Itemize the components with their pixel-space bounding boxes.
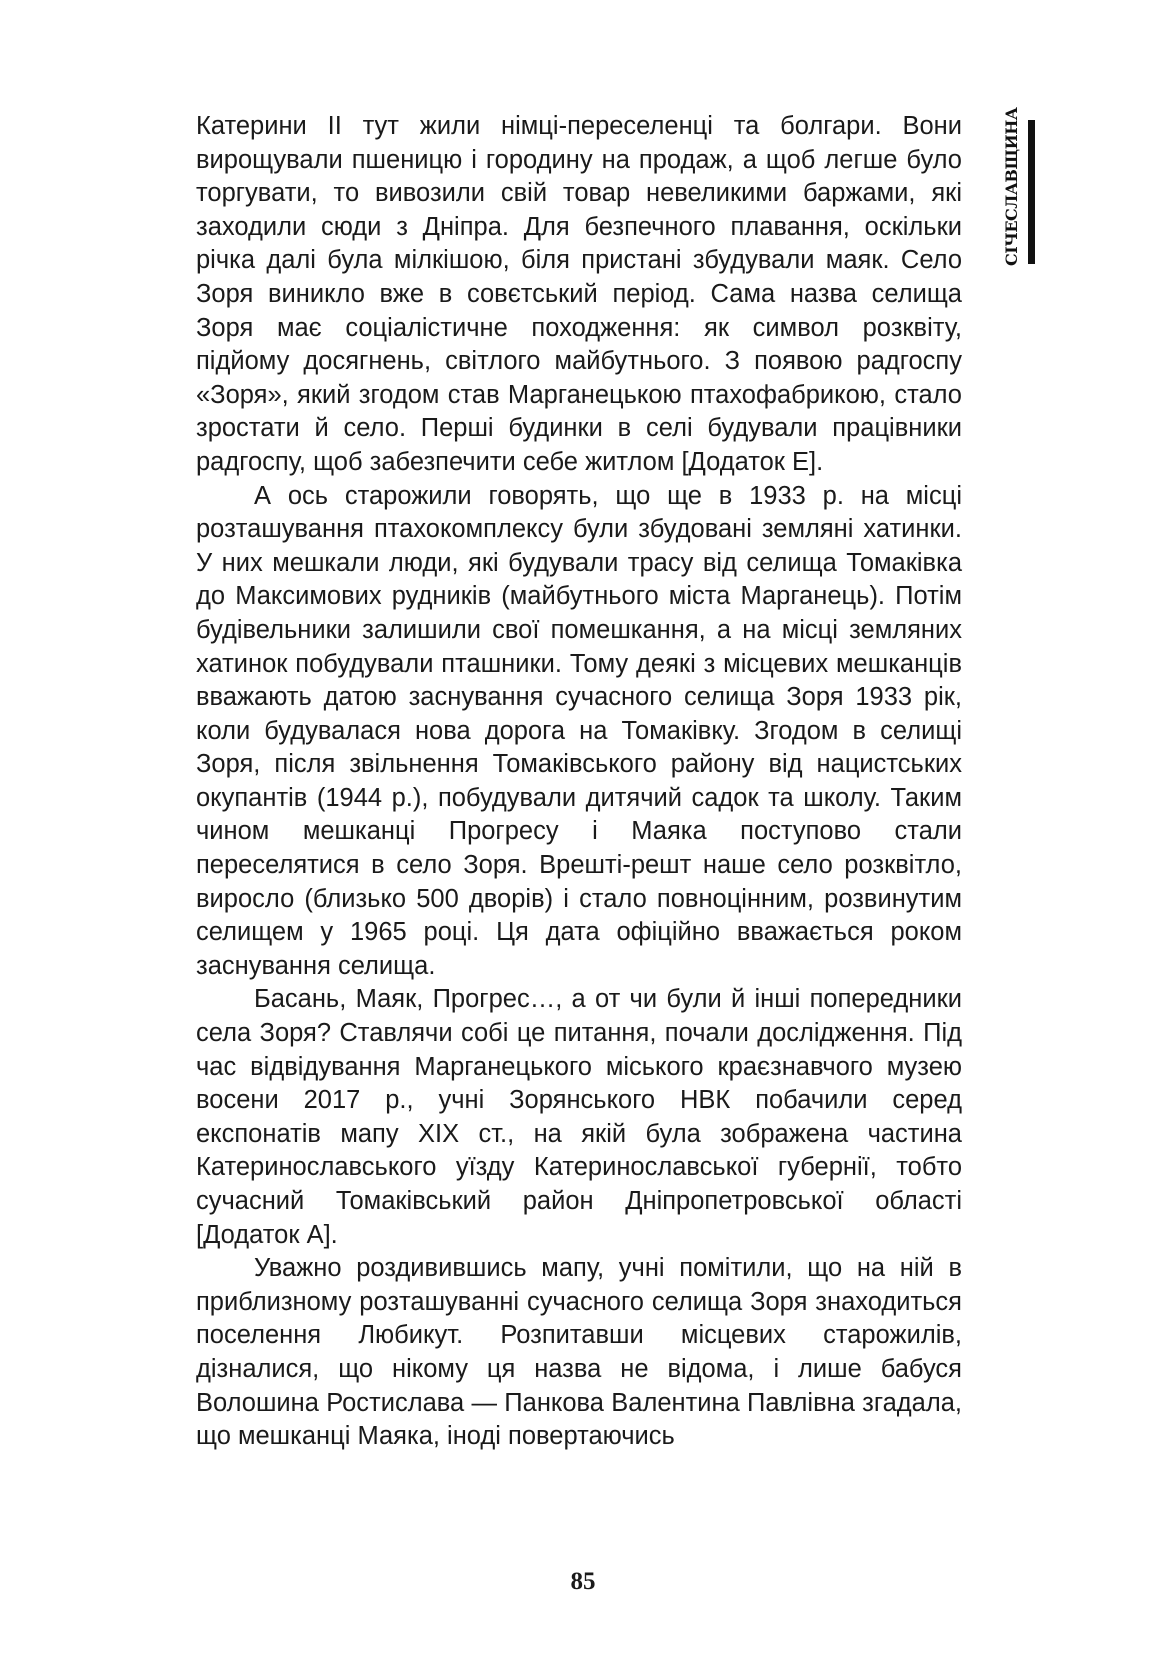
paragraph-1: Катерини ІІ тут жили німці-переселенці та болгари. Вони вирощували пшеницю і городину на продаж, а щоб легше було торгувати, то вивозили свій товар невеликими баржами, які заходили сюди з Дніпра. Для безпечного плавання, оскільки річка далі була мілкішою, біля пристані збудували маяк. Село Зоря виникло вже в совєтський період. Сама назва селища Зоря має соціалістичне походження: як символ розквіту, підйому досягнень, світлого майбутнього. З появою радгоспу «Зоря», який згодом став Марганецькою птахофабрикою, стало зростати й село. Перші будинки в селі будували працівники радгоспу, щоб забезпечити себе житлом [Додаток Е]. (196, 112, 962, 476)
paragraph-3: Басань, Маяк, Прогрес…, а от чи були й інші попередники села Зоря? Ставлячи собі це питання, почали дослідження. Під час відвідування Марганецького міського краєзнавчого музею восени 2017 р., учні Зорянського НВК побачили серед експонатів мапу ХІХ ст., на якій була зображена частина Катеринославського уїзду Катеринославської губернії, тобто сучасний Томаківський район Дніпропетровської області [Додаток А]. (196, 985, 962, 1249)
side-logo-bar (1028, 120, 1035, 264)
side-logo (1000, 107, 1040, 266)
body-text (196, 110, 962, 1454)
side-logo-text: СІЧЕСЛАВЩИНА (1002, 107, 1021, 266)
paragraph-2: А ось старожили говорять, що ще в 1933 р. на місці розташування птахокомплексу були збудовані земляні хатинки. У них мешкали люди, які будували трасу від селища Томаківка до Максимових рудників (майбутнього міста Марганець). Потім будівельники залишили свої помешкання, а на місці земляних хатинок побудували пташники. Тому деякі з місцевих мешканців вважають датою заснування сучасного селища Зоря 1933 рік, коли будувалася нова дорога на Томаківку. Згодом в селищі Зоря, після звільнення Томаківського району від нацистських окупантів (1944 р.), побудували дитячий садок та школу. Таким чином мешканці Прогресу і Маяка поступово стали переселятися в село Зоря. Врешті-решт наше село розквітло, виросло (близько 500 дворів) і стало повноцінним, розвинутим селищем у 1965 році. Ця дата офіційно вважається роком заснування селища. (196, 481, 962, 980)
page-number: 85 (570, 1568, 596, 1595)
paragraph-4: Уважно роздивившись мапу, учні помітили, що на ній в приблизному розташуванні сучасного селища Зоря знаходиться поселення Любикут. Розпитавши місцевих старожилів, дізналися, що нікому ця назва не відома, і лише бабуся Волошина Ростислава — Панкова Валентина Павлівна згадала, що мешканці Маяка, іноді повертаючись (196, 1254, 962, 1451)
